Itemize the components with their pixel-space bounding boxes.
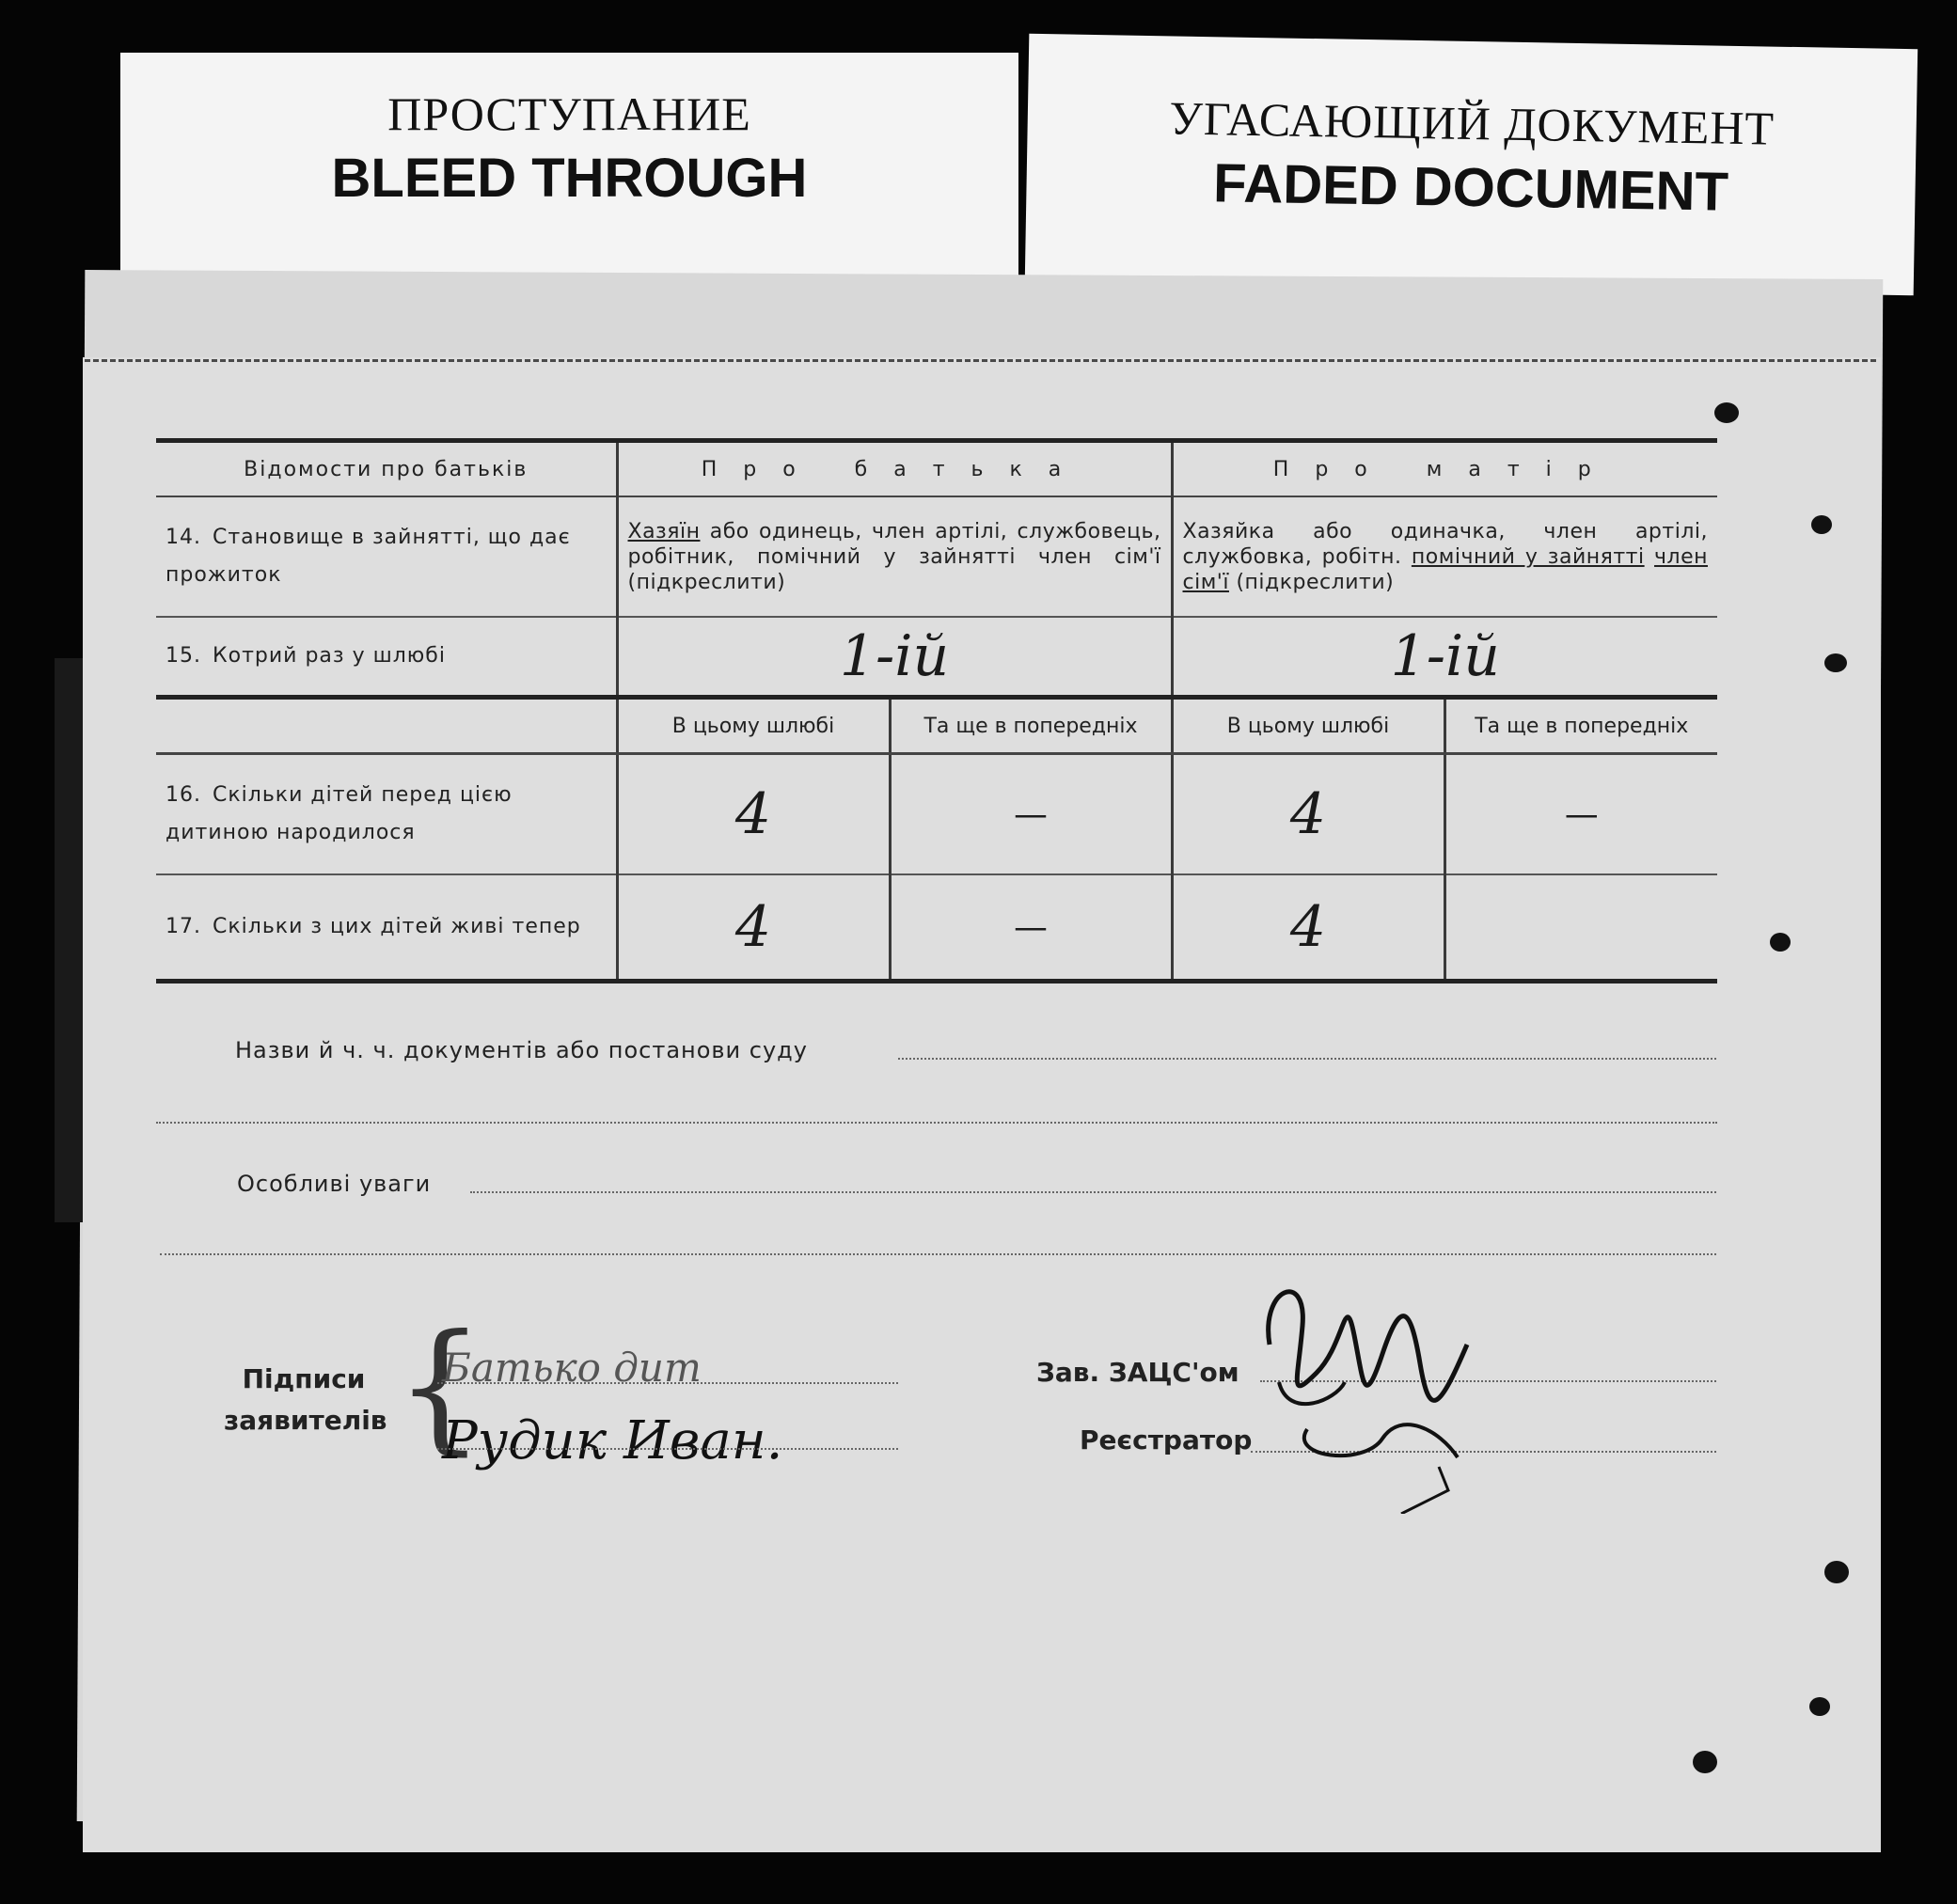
parents-info-header: Відомости про батьків: [156, 441, 617, 497]
punch-hole: [1714, 402, 1739, 423]
perforation-line: [85, 359, 1876, 362]
row-16-father-prev: —: [890, 754, 1172, 875]
documents-line-2: [156, 1122, 1717, 1124]
punch-hole: [1824, 1561, 1849, 1583]
children-subheader-row: [156, 698, 1717, 754]
subheader-previous-father: Та ще в попередніх: [890, 698, 1172, 754]
documents-label: Назви й ч. ч. документів або постанови суду: [235, 1037, 808, 1063]
table-row: [156, 617, 1717, 698]
notes-line-2: [160, 1253, 1716, 1255]
bleed-through-label-en: BLEED THROUGH: [331, 148, 808, 209]
row-16-mother-this: 4: [1172, 754, 1444, 875]
applicant-line-2: [437, 1448, 898, 1450]
applicants-signature-label: Підписи заявителів: [224, 1363, 387, 1436]
row-17-mother-this: 4: [1172, 874, 1444, 982]
mother-marriage-count: 1-ій: [1172, 617, 1717, 698]
notes-label: Особливі уваги: [237, 1171, 432, 1197]
bleed-through-label-ru: ПРОСТУПАНИЕ: [387, 87, 751, 140]
table-row: [156, 496, 1717, 617]
mother-header: Про матір: [1172, 441, 1717, 497]
faded-document-label-ru: УГАСАЮЩИЙ ДОКУМЕНТ: [1169, 91, 1776, 155]
subheader-this-marriage-mother: В цьому шлюбі: [1172, 698, 1444, 754]
faded-document-label-en: FADED DOCUMENT: [1212, 152, 1729, 223]
punch-hole: [1770, 933, 1791, 952]
row-17-father-this: 4: [617, 874, 890, 982]
punch-hole: [1824, 653, 1847, 672]
subheader-previous-mother: Та ще в попередніх: [1444, 698, 1717, 754]
father-occupation-options: Хазяїн або одинець, член артілі, службовець, робітник, помічний у зайнятті член сім'ї (підкреслити): [617, 496, 1172, 617]
row-16-label: 16. Скільки дітей перед цією дитиною народилося: [156, 754, 617, 875]
bleed-through-label-card: [120, 53, 1018, 288]
registry-head-signature: [1251, 1269, 1495, 1514]
registrar-label: Реєстратор: [1080, 1424, 1253, 1456]
notes-line: [470, 1191, 1716, 1193]
mother-occupation-options: Хазяйка або одиначка, член артілі, службовка, робітн. помічний у зайнятті член сім'ї (підкреслити): [1172, 496, 1717, 617]
punch-hole: [1809, 1697, 1830, 1716]
father-marriage-count: 1-ій: [617, 617, 1172, 698]
applicant-signature-2: Рудик Иван.: [442, 1410, 783, 1471]
row-16-mother-prev: —: [1444, 754, 1717, 875]
faded-document-label-card: [1025, 34, 1918, 295]
applicant-line-1: [437, 1382, 898, 1384]
documents-line: [898, 1058, 1716, 1060]
table-row: [156, 874, 1717, 982]
punch-hole: [1811, 515, 1832, 534]
parents-info-table: [156, 438, 1717, 983]
punch-hole: [1693, 1751, 1717, 1773]
brace: {: [395, 1305, 485, 1469]
table-header-row: [156, 441, 1717, 497]
row-16-father-this: 4: [617, 754, 890, 875]
applicant-signature-1: Батько дит: [442, 1345, 702, 1391]
table-row: [156, 754, 1717, 875]
row-15-label: 15. Котрий раз у шлюбі: [156, 617, 617, 698]
row-17-father-prev: —: [890, 874, 1172, 982]
father-header: Про батька: [617, 441, 1172, 497]
registry-head-label: Зав. ЗАЦС'ом: [1036, 1357, 1239, 1388]
torn-edge: [55, 658, 83, 1222]
subheader-this-marriage-father: В цьому шлюбі: [617, 698, 890, 754]
row-17-mother-prev: [1444, 874, 1717, 982]
row-17-label: 17. Скільки з цих дітей живі тепер: [156, 874, 617, 982]
row-14-label: 14. Становище в зайнятті, що дає прожиток: [156, 496, 617, 617]
